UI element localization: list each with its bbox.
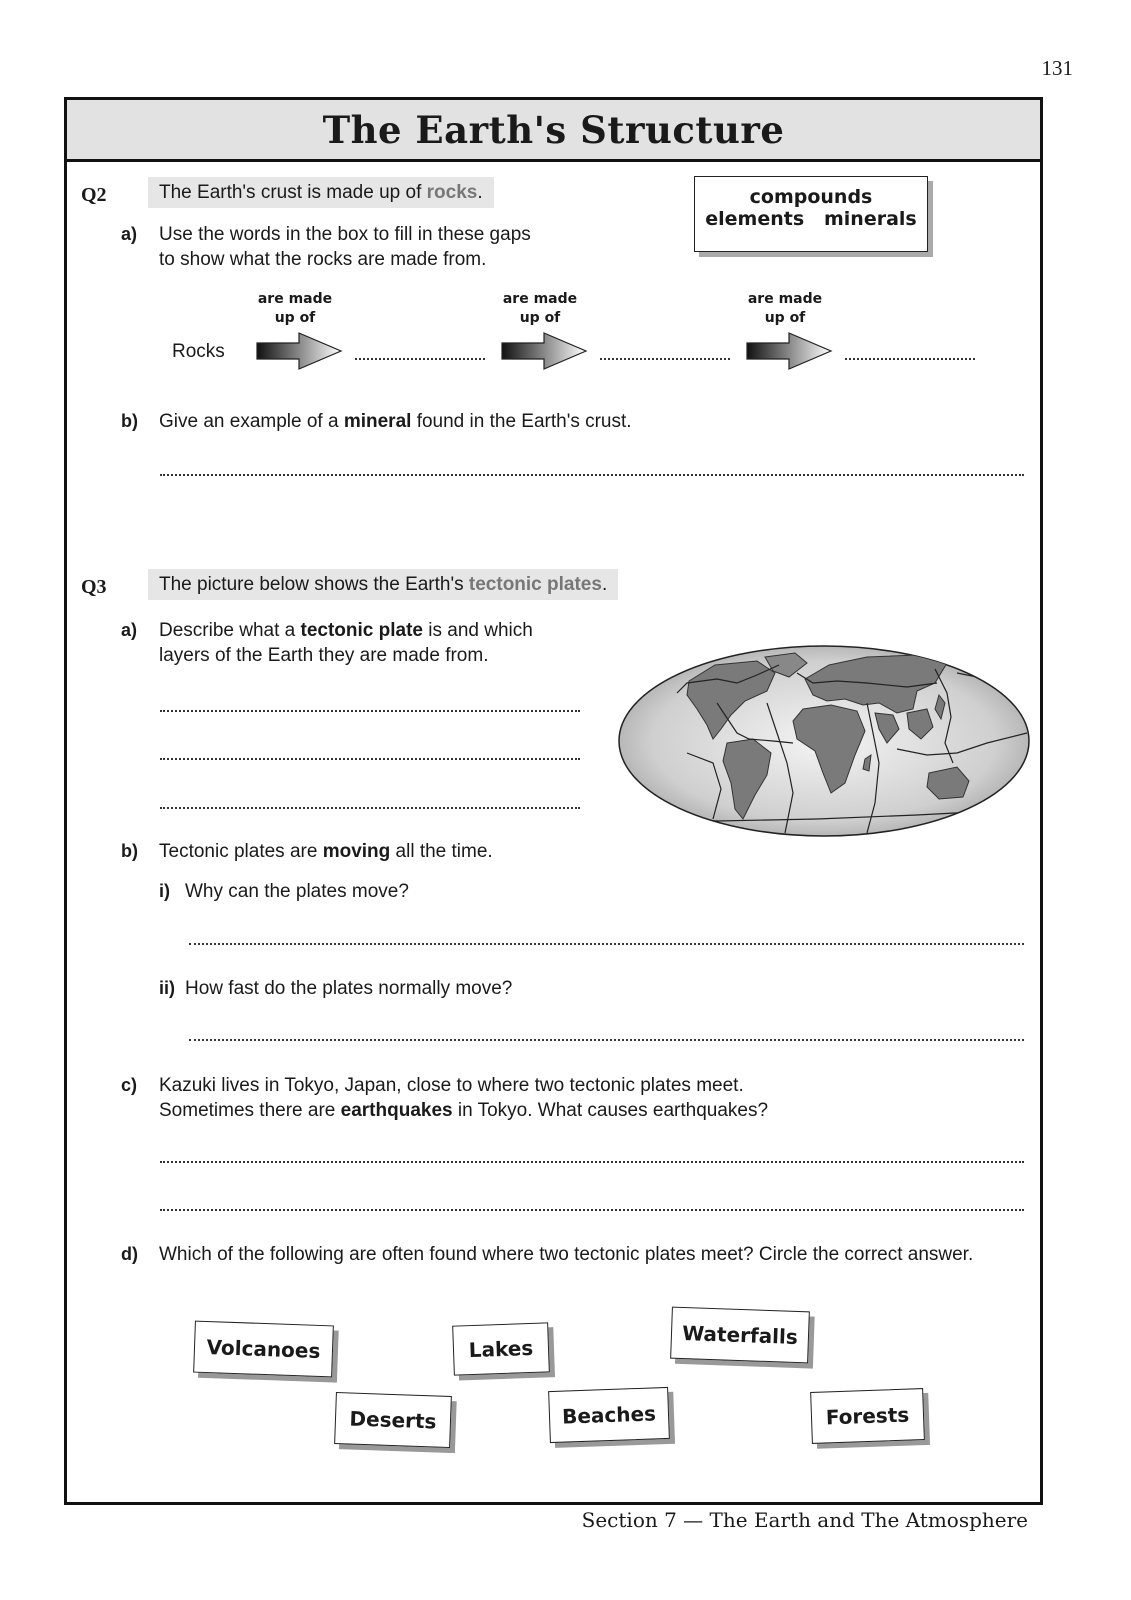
title-bar [67,100,1040,162]
flow-step-1 [250,290,340,328]
flow-gap-3[interactable] [845,358,975,360]
page-title: The Earth's Structure [322,107,785,152]
word-box: compounds elements minerals [694,176,928,252]
q3c-text: Kazuki lives in Tokyo, Japan, close to where two tectonic plates meet. Sometimes there are earthquakes in Tokyo. What causes earthquakes? [159,1075,769,1121]
option-card-forests[interactable]: Forests [810,1388,925,1444]
q2-number: Q2 [81,184,107,206]
q3a-text: Describe what a tectonic plate is and which layers of the Earth they are made from. [159,620,533,666]
q2b-label: b) [121,411,138,431]
option-card-volcanoes[interactable]: Volcanoes [193,1321,334,1378]
q3b-text: Tectonic plates are moving all the time. [159,841,493,862]
q2a-text: Use the words in the box to fill in these gaps to show what the rocks are made from. [159,224,531,270]
arrow-icon [745,331,835,371]
q3b-label: b) [121,841,138,861]
q3bi-answer-line[interactable] [189,943,1024,945]
q2a-label: a) [121,224,138,244]
q3bi-text: Why can the plates move? [185,881,409,902]
q3a-answer-line[interactable] [160,710,580,712]
tectonic-plates-map [617,643,1031,839]
flow-gap-1[interactable] [355,358,485,360]
q3a-answer-line[interactable] [160,758,580,760]
flow-start-rocks: Rocks [172,341,225,362]
q3bii-label: ii) [159,978,175,998]
page-number: 131 [1041,56,1073,80]
q3c-answer-line[interactable] [160,1209,1024,1211]
q3bi-label: i) [159,881,170,901]
q3-number: Q3 [81,576,107,598]
option-card-lakes[interactable]: Lakes [452,1322,550,1375]
q2b-text: Give an example of a mineral found in the Earth's crust. [159,411,632,432]
flow-step-3 [740,290,830,328]
q3a-label: a) [121,620,138,640]
arrow-icon [255,331,345,371]
q3a-answer-line[interactable] [160,807,580,809]
q3-intro: The picture below shows the Earth's tectonic plates. [148,569,618,600]
q3c-label: c) [121,1075,138,1095]
q2b-answer-line[interactable] [160,474,1024,476]
q3d-text: Which of the following are often found where two tectonic plates meet? Circle the correct answer. [159,1244,974,1265]
q3c-answer-line[interactable] [160,1161,1024,1163]
q3bii-text: How fast do the plates normally move? [185,978,513,999]
flow-gap-2[interactable] [600,358,730,360]
option-card-beaches[interactable]: Beaches [548,1387,670,1443]
arrow-label: are made up of [502,291,578,326]
worksheet-frame [64,97,1043,1505]
arrow-icon [500,331,590,371]
arrow-label: are made up of [257,291,333,326]
flow-step-2 [495,290,585,328]
q3bii-answer-line[interactable] [189,1039,1024,1041]
q3d-label: d) [121,1244,138,1264]
option-card-deserts[interactable]: Deserts [334,1392,452,1448]
q2-intro: The Earth's crust is made up of rocks. [148,177,494,208]
footer-section-label: Section 7 — The Earth and The Atmosphere [581,1508,1028,1532]
arrow-label: are made up of [747,291,823,326]
option-card-waterfalls[interactable]: Waterfalls [670,1307,810,1364]
